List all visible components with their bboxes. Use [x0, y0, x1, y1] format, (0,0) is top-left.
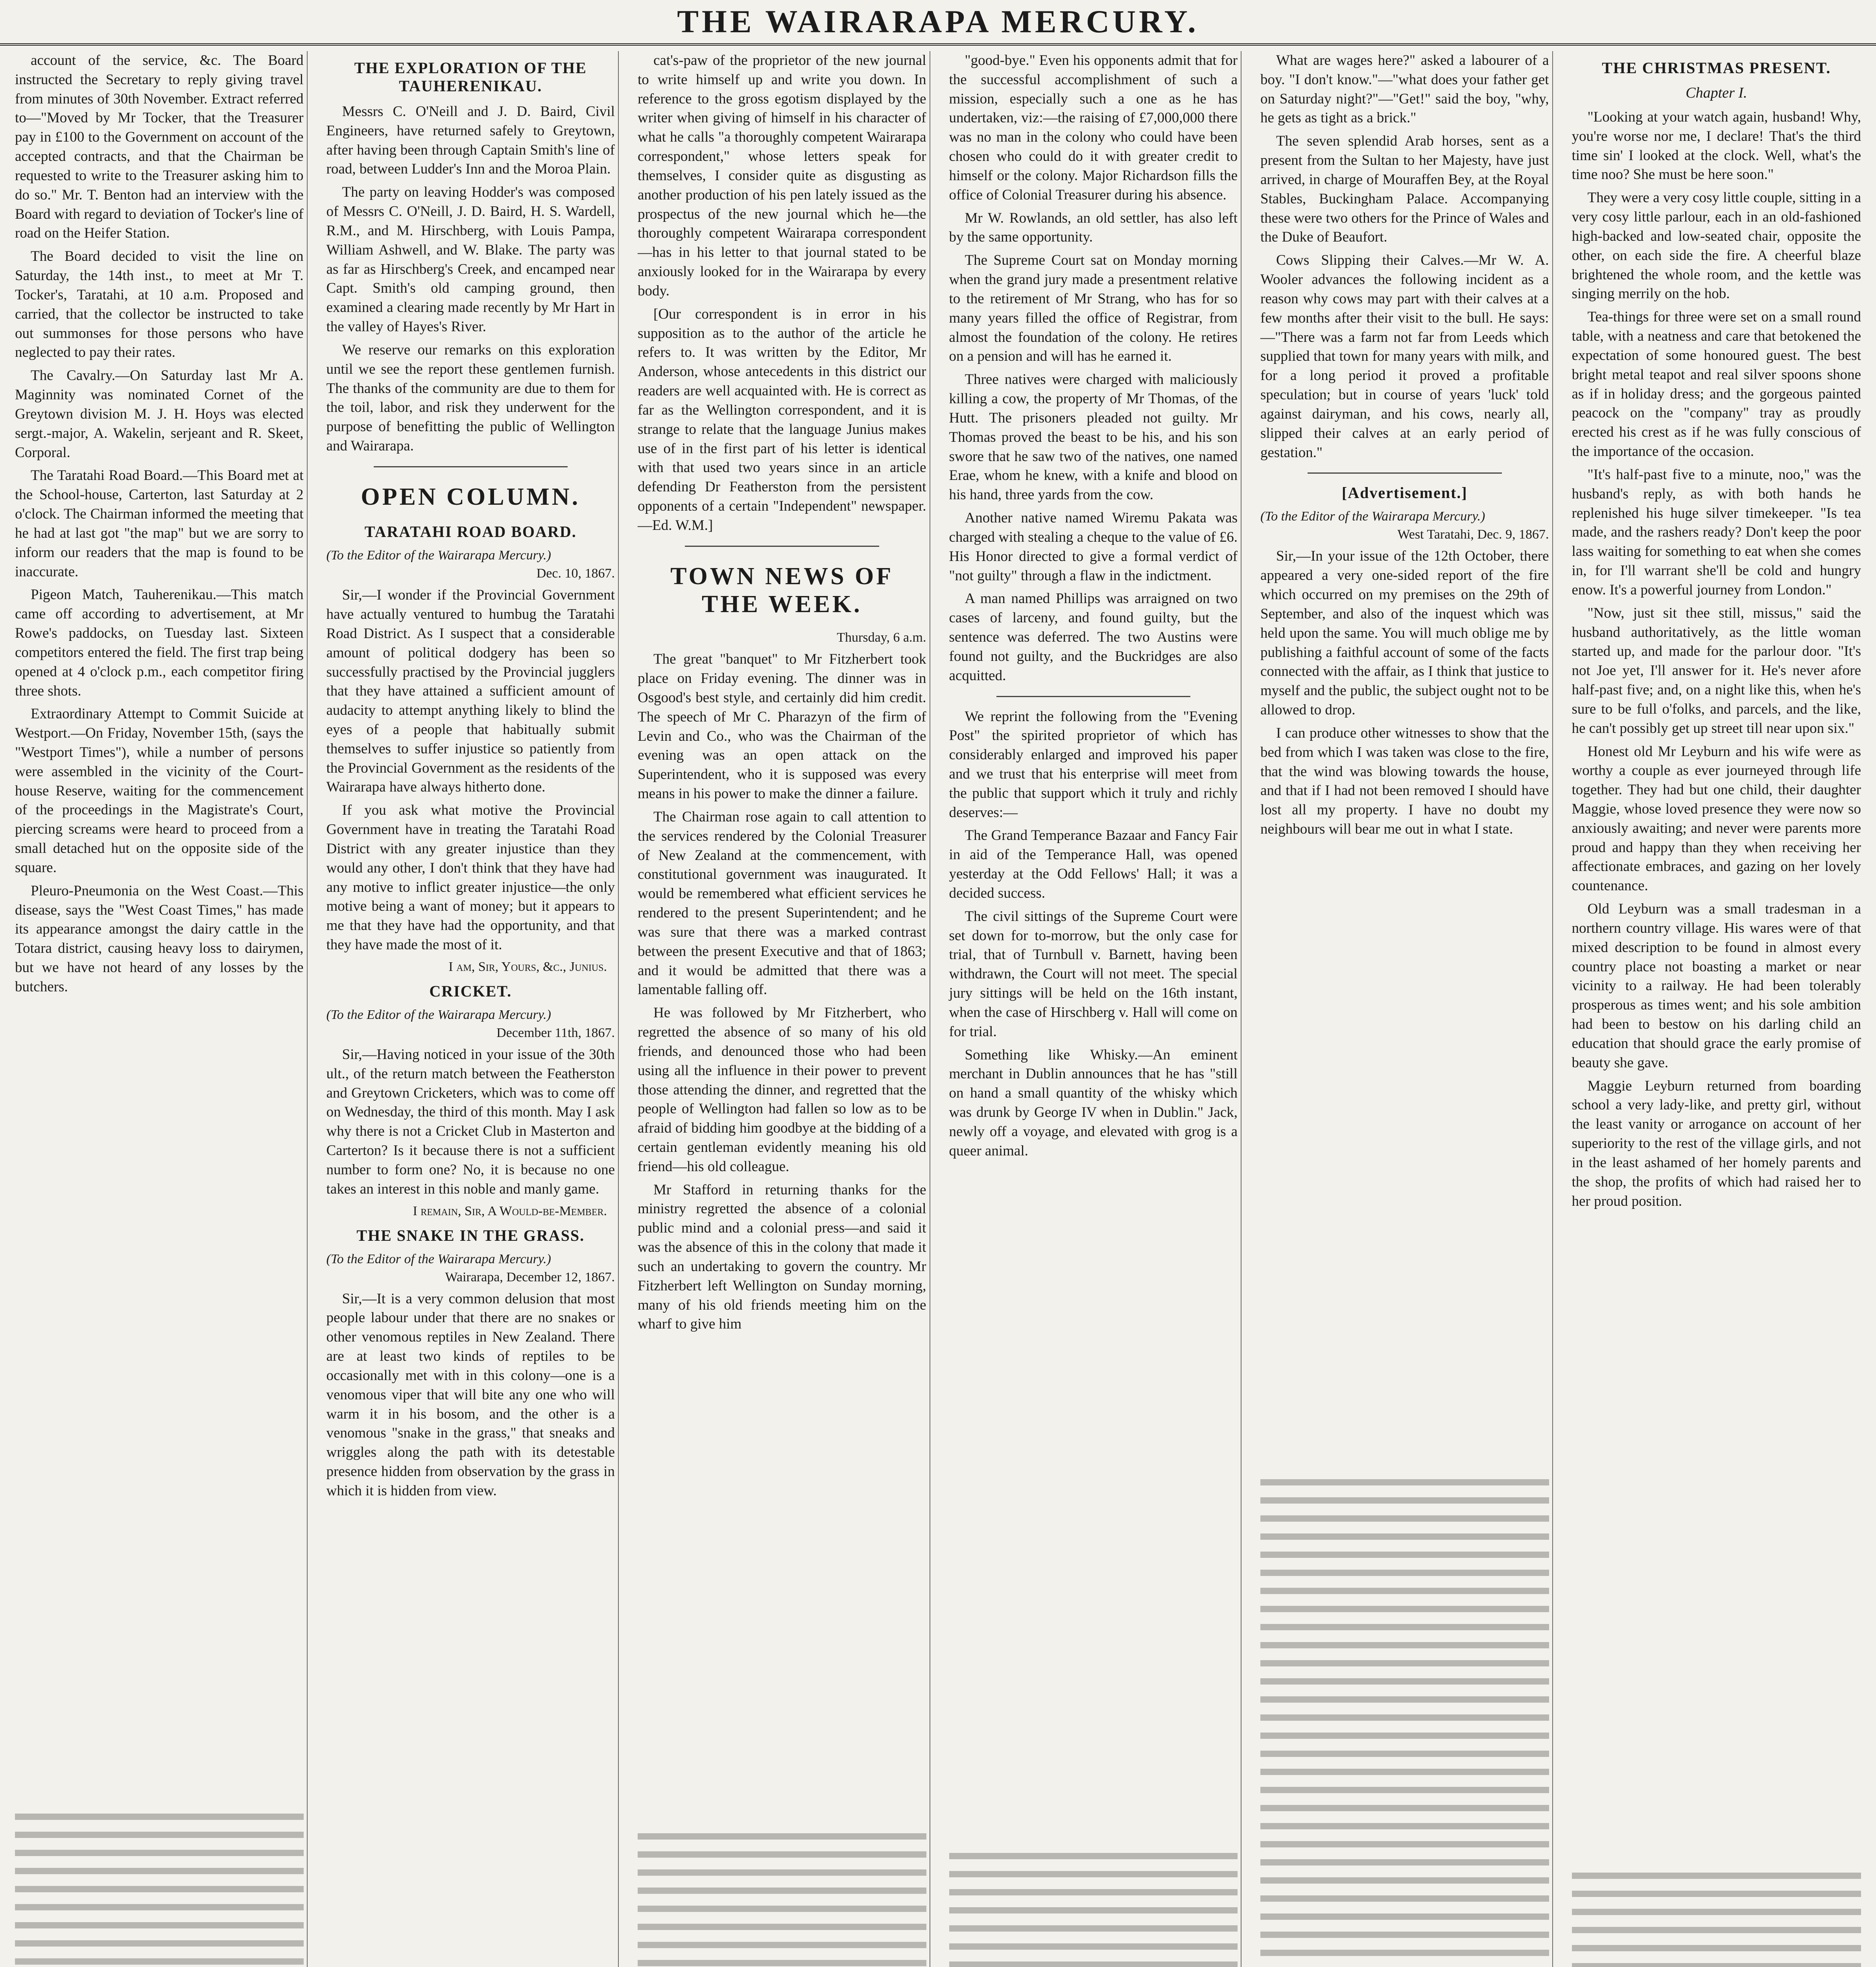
article-paragraph: Pigeon Match, Tauherenikau.—This match came off according to advertisement, at Mr Rowe's paddocks, on Tuesday last. Sixteen competitors entered the field. The first trap being opened at 4 o'clock p.m., each competitor firing three shots. — [15, 587, 304, 699]
article-paragraph: account of the service, &c. The Board instructed the Secretary to reply giving travel from minutes of 30th November. Extract referred to—"Moved by Mr Tocker, that the Treasurer pay in £100 to the Government on account of the accepted contracts, and that the Chairman be requested to write to the Treasurer asking him to do so." Mr. T. Benton had an interview with the Board with regard to deviation of Tocker's line of road on the Heifer Station. — [15, 52, 304, 242]
letter-heading: THE SNAKE IN THE GRASS. — [356, 1226, 585, 1244]
masthead — [0, 0, 1876, 46]
news-paragraph: Mr W. Rowlands, an old settler, has also left by the same opportunity. — [949, 210, 1238, 245]
letter-paragraph: Sir,—Having noticed in your issue of the 30th ult., of the return match between the Featherston and Greytown Cricketers, which was to come off on Wednesday, the third of this month. May I ask why there is not a Cricket Club in Masterton and Carterton? Is it because there is not a sufficient number to form one? No, it is because no one takes an interest in this noble and manly game. — [326, 1046, 615, 1197]
chapter-heading: Chapter I. — [1686, 85, 1747, 101]
continued-text-lines — [15, 1802, 304, 1967]
continued-text-lines — [1260, 1467, 1549, 1967]
continued-text-lines — [949, 1841, 1238, 1967]
letter-date: December 11th, 1867. — [496, 1025, 615, 1040]
newspaper-columns — [12, 51, 1864, 1967]
section-divider — [1308, 472, 1502, 474]
letter-paragraph: cat's-paw of the proprietor of the new journal to write himself up and write you down. In reference to the gross egotism displayed by the writer when giving of himself in his character of what he calls "a thoroughly competent Wairarapa correspondent," whose letters speak for themselves, I consider quite as disgusting as another production of his pen lately issued as the prospectus of the new journal which he—the thoroughly competent Wairarapa correspondent—has in his letter to that journal stated to be anxiously looked for in the Wairarapa by every body. — [638, 52, 926, 299]
story-paragraph: "Looking at your watch again, husband! Why, you're worse nor me, I declare! That's the third time sin' I looked at the clock. Well, what's the time noo? She must be here soon." — [1572, 109, 1861, 183]
section-divider — [374, 466, 568, 467]
letter-address: (To the Editor of the Wairarapa Mercury.) — [326, 1251, 551, 1266]
section-heading: OPEN COLUMN. — [361, 483, 581, 510]
letter-signature: I am, Sir, Yours, &c., Junius. — [448, 959, 607, 974]
story-paragraph: Old Leyburn was a small tradesman in a northern country village. His wares were of that mixed description to be found in almost every country place not boasting a market or near vicinity to a railway. He had been tolerably prosperous as times went; and his sole ambition had been to bestow on his darling child an education that should grace the early promise of beauty she gave. — [1572, 901, 1861, 1071]
newspaper-title: THE WAIRARAPA MERCURY. — [677, 4, 1199, 39]
continued-text-lines — [1572, 1861, 1861, 1967]
news-paragraph: Three natives were charged with maliciously killing a cow, the property of Mr Thomas, of the Hutt. The prisoners pleaded not guilty. Mr Thomas proved the beast to be his, and his son swore that he saw two of the natives, one named Erae, whom he knew, with a knife and blood on his hand, three yards from the cow. — [949, 371, 1238, 503]
letter-address: (To the Editor of the Wairarapa Mercury.) — [326, 548, 551, 563]
section-divider — [996, 696, 1191, 697]
news-paragraph: What are wages here?" asked a labourer of a boy. "I don't know."—"what does your father get on Saturday night?"—"Get!" said the boy, "why, he gets as tight as a brick." — [1260, 52, 1549, 126]
letter-paragraph: Sir,—It is a very common delusion that most people labour under that there are no snakes or other venomous reptiles in New Zealand. There are at least two kinds of reptiles to be occasionally met with in this colony—one is a venomous viper that will bite any one who will warm it in his bosom, and the other is a venomous "snake in the grass," that sneaks and wriggles along the path with its detestable presence hidden from observation by the grass in which it is hidden from view. — [326, 1290, 615, 1499]
editor-note: [Our correspondent is in error in his supposition as to the author of the article he refers to. It was written by the Editor, Mr Anderson, whose antecedents in this district our readers are well acquainted with. He is correct as far as the Wellington correspondent, and it is strange to relate that the language Junius makes use of in the first part of his letter is identical with that used two years since in an article defending Dr Featherston from the persistent opponents of a certain "Independent" newspaper.—Ed. W.M.] — [638, 306, 926, 533]
letter-date: Wairarapa, December 12, 1867. — [445, 1270, 615, 1284]
article-heading: THE EXPLORATION OF THE TAUHERENIKAU. — [354, 59, 587, 95]
letter-paragraph: If you ask what motive the Provincial Government have in treating the Taratahi Road District with any greater injustice than they would any other, I don't think that they have had any motive to inflict greater injustice—the only motive being a want of money; but it appears to me that they have had the opportunity, and that they have made the most of it. — [326, 802, 615, 953]
article-paragraph: Pleuro-Pneumonia on the West Coast.—This disease, says the "West Coast Times," has made its appearance amongst the dairy cattle in the Totara district, causing heavy loss to dairymen, but we have not heard of any losses by the butchers. — [15, 882, 304, 995]
news-paragraph: The Grand Temperance Bazaar and Fancy Fair in aid of the Temperance Hall, was opened yesterday at the Odd Fellows' Hall; it was a decided success. — [949, 827, 1238, 901]
article-paragraph: The Cavalry.—On Saturday last Mr A. Maginnity was nominated Cornet of the Greytown division M. J. H. Hoys was elected sergt.-major, A. Wakelin, serjeant and R. Skeet, Corporal. — [15, 367, 304, 461]
column-1 — [12, 51, 308, 1967]
news-paragraph: Mr Stafford in returning thanks for the ministry regretted the absence of a colonial public mind and a colonial press—and said it was the absence of this in the colony that made it such an undertaking to govern the country. Mr Fitzherbert left Wellington on Sunday morning, many of his old friends meeting him on the wharf to give him — [638, 1181, 926, 1332]
letter-paragraph: Sir,—In your issue of the 12th October, there appeared a very one-sided report of the fire which occurred on my premises on the 29th of September, and also of the inquest which was held upon the same. You will much oblige me by publishing a faithful account of some of the facts connected with the affair, as I think that justice to myself and the public, the subject ought not to be allowed to drop. — [1260, 548, 1549, 718]
article-paragraph: We reserve our remarks on this exploration until we see the report these gentlemen furnish. The thanks of the community are due to them for the toil, labor, and risk they underwent for the purpose of benefitting the public of Wellington and Wairarapa. — [326, 341, 615, 454]
story-paragraph: Honest old Mr Leyburn and his wife were as worthy a couple as ever journeyed through life together. They had but one child, their daughter Maggie, whose loved presence they were now so anxiously awaiting; and never were parents more proud and happy than they when receiving her affectionate embraces, and gazing on her lovely countenance. — [1572, 743, 1861, 894]
column-5 — [1257, 51, 1553, 1967]
story-paragraph: They were a very cosy little couple, sitting in a very cosy little parlour, each in an old-fashioned high-backed and low-seated chair, opposite the other, on each side the fire. A cheerful blaze brightened the whole room, and the kettle was singing merrily on the hob. — [1572, 190, 1861, 302]
letter-signature: I remain, Sir, A Would-be-Member. — [413, 1203, 607, 1218]
news-date: Thursday, 6 a.m. — [837, 630, 926, 645]
column-6 — [1569, 51, 1865, 1967]
story-paragraph: Tea-things for three were set on a small round table, with a neatness and care that betokened the expectation of some honoured guest. The best bright metal teapot and real silver spoons shone as if in holiday dress; and the gorgeous painted peacock on the "company" tray as proudly erected his crest as if he was fully conscious of the importance of the occasion. — [1572, 309, 1861, 460]
letter-paragraph: I can produce other witnesses to show that the bed from which I was taken was close to the fire, that the wind was blowing towards the house, and that if I had not been removed I should have lost all my property. I have no doubt my neighbours will bear me out in what I state. — [1260, 725, 1549, 837]
column-3 — [635, 51, 930, 1967]
letter-date: Dec. 10, 1867. — [536, 566, 615, 581]
story-paragraph: "It's half-past five to a minute, noo," was the husband's reply, as with both hands he replenished his huge silver timekeeper. "Is tea made, and the rashers ready? Don't keep the poor lass waiting for something to eat when she comes in, for I'll warrant she'll be cold and hungry enow. It's a powerful journey from London." — [1572, 466, 1861, 598]
story-paragraph: Maggie Leyburn returned from boarding school a very lady-like, and pretty girl, without the least vanity or arrogance on account of her superiority to the rest of the village girls, and not in the least ashamed of her homely parents and the shop, the profits of which had raised her to her proud position. — [1572, 1078, 1861, 1209]
news-paragraph: The civil sittings of the Supreme Court were set down for to-morrow, but the only case for trial, that of Turnbull v. Barnett, having been withdrawn, the Court will not meet. The special jury sittings will be held on the 16th instant, when the case of Hirschberg v. Hall will come on for trial. — [949, 908, 1238, 1040]
continued-text-lines — [638, 1821, 926, 1967]
news-paragraph: The great "banquet" to Mr Fitzherbert took place on Friday evening. The dinner was in Osgood's best style, and certainly did him credit. The speech of Mr C. Pharazyn of the firm of Levin and Co., who was the Chairman of the evening was an open attack on the Superintendent, who it is supposed was every means in his power to make the dinner a failure. — [638, 651, 926, 802]
letter-heading: CRICKET. — [429, 982, 512, 1000]
column-2 — [323, 51, 619, 1967]
story-paragraph: "Now, just sit thee still, missus," said the husband authoritatively, as the little woman started up, and made for the parlour door. "It's not Joe yet, I'll answer for it. He's never afore half-past five; and, on a night like this, when he's sure to be full o'folks, and parcels, and the like, he can't possibly get up street till near upon six." — [1572, 605, 1861, 736]
section-heading: TOWN NEWS OF THE WEEK. — [670, 563, 894, 618]
news-paragraph: We reprint the following from the "Evening Post" the spirited proprietor of which has considerably enlarged and improved his paper and we trust that his enterprise will meet from the public that support which it truly and richly deserves:— — [949, 708, 1238, 821]
news-paragraph: Cows Slipping their Calves.—Mr W. A. Wooler advances the following incident as a reason why cows may part with their calves at a few months after their visit to the bull. He says:—"There was a farm not far from Leeds which supplied that town for many years with milk, and for a long period it proved a profitable speculation; but in course of years 'luck' told against dairyman, and his cows, nearly all, slipped their calves at an early period of gestation." — [1260, 252, 1549, 461]
article-paragraph: Messrs C. O'Neill and J. D. Baird, Civil Engineers, have returned safely to Greytown, after having been through Captain Smith's line of road, between Ludder's Inn and the Moroa Plain. — [326, 103, 615, 177]
letter-address: (To the Editor of the Wairarapa Mercury.) — [326, 1007, 551, 1022]
letter-paragraph: Sir,—I wonder if the Provincial Government have actually ventured to humbug the Taratahi Road District. As I suspect that a considerable amount of political dodgery has been so successfully practised by the Provincial jugglers that they have attained a sufficient amount of audacity to attempt anything likely to blind the eyes of a people that habitually submit themselves to suffer injustice so patiently from the Provincial Government as the residents of the Wairarapa have always hitherto done. — [326, 587, 615, 795]
article-paragraph: Extraordinary Attempt to Commit Suicide at Westport.—On Friday, November 15th, (says the "Westport Times"), while a number of persons were assembled in the vicinity of the Court-house Reserve, waiting for the commencement of the proceedings in the Magistrate's Court, piercing screams were heard to proceed from a small detached hut on the opposite side of the square. — [15, 706, 304, 876]
article-paragraph: The party on leaving Hodder's was composed of Messrs C. O'Neill, J. D. Baird, H. S. Wardell, R.M., and M. Hirschberg, with Louis Pampa, William Ashwell, and W. Blake. The party was as far as Hirschberg's Creek, and encamped near Capt. Smith's old camping ground, then examined a clearing made recently by Mr Hart in the valley of Hayes's River. — [326, 184, 615, 335]
news-paragraph: Something like Whisky.—An eminent merchant in Dublin announces that he has "still on hand a small quantity of the whisky which was drunk by George IV when in Dublin." Jack, newly off a voyage, and elevated with grog is a queer animal. — [949, 1046, 1238, 1159]
article-paragraph: The Taratahi Road Board.—This Board met at the School-house, Carterton, last Saturday at 2 o'clock. The Chairman informed the meeting that he had at last got "the map" but we are sorry to inform our readers that the map is found to be inaccurate. — [15, 467, 304, 580]
news-paragraph: The Chairman rose again to call attention to the services rendered by the Colonial Treasurer of New Zealand at the commencement, with constitutional government was inaugurated. It would be remembered what efficient services he rendered to the present Superintendent; and he was sure that there was a marked contrast between the present Executive and that of 1863; and it would be admitted that there was a lamentable falling off. — [638, 808, 926, 998]
section-divider — [685, 546, 879, 547]
news-paragraph: The seven splendid Arab horses, sent as a present from the Sultan to her Majesty, have just arrived, in charge of Mouraffen Bey, at the Royal Stables, Buckingham Palace. Accompanying these were two others for the Prince of Wales and the Duke of Beaufort. — [1260, 133, 1549, 245]
news-paragraph: A man named Phillips was arraigned on two cases of larceny, and found guilty, but the sentence was deferred. The two Austins were found not guilty, and the Buckridges are also acquitted. — [949, 590, 1238, 684]
letter-date: West Taratahi, Dec. 9, 1867. — [1397, 527, 1549, 542]
story-title: THE CHRISTMAS PRESENT. — [1602, 59, 1831, 77]
article-paragraph: The Board decided to visit the line on Saturday, the 14th inst., to meet at Mr T. Tocker's, Taratahi, at 10 a.m. Proposed and carried, that the collector be instructed to take out summonses for those persons who have neglected to pay their rates. — [15, 248, 304, 361]
news-paragraph: The Supreme Court sat on Monday morning when the grand jury made a presentment relative to the retirement of Mr Strang, who has for so many years filled the office of Registrar, from almost the foundation of the colony. He retires on a pension and will has he earned it. — [949, 252, 1238, 365]
advertisement-label: [Advertisement.] — [1341, 484, 1468, 502]
letter-address: (To the Editor of the Wairarapa Mercury.) — [1260, 509, 1485, 524]
news-paragraph: "good-bye." Even his opponents admit that for the successful accomplishment of such a mission, especially such a one as he has undertaken, viz:—the raising of £7,000,000 there was no man in the colony who could have been chosen who could do it with greater credit to himself or the colony. Major Richardson fills the office of Colonial Treasurer during his absence. — [949, 52, 1238, 203]
news-paragraph: Another native named Wiremu Pakata was charged with stealing a cheque to the value of £6. His Honor directed to give a formal verdict of "not guilty" through a flaw in the indictment. — [949, 510, 1238, 584]
news-paragraph: He was followed by Mr Fitzherbert, who regretted the absence of so many of his old friends, and denounced those who had been using all the influence in their power to prevent those attending the dinner, and regretted that the people of Wellington had fallen so low as to be afraid of bidding him goodbye at the bidding of a certain gentleman evidently meaning his old friend—his old colleague. — [638, 1005, 926, 1175]
letter-heading: TARATAHI ROAD BOARD. — [364, 523, 577, 541]
column-4 — [946, 51, 1242, 1967]
